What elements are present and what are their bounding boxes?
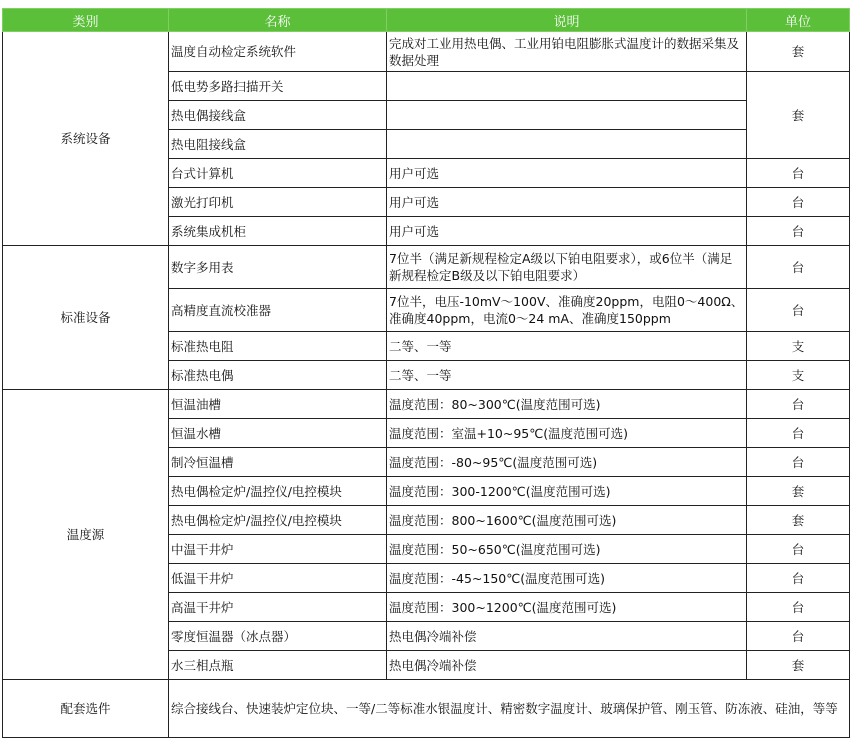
item-description: 用户可选	[387, 159, 747, 188]
item-name: 系统集成机柜	[169, 217, 387, 246]
header-category: 类别	[3, 9, 169, 32]
item-name: 制冷恒温槽	[169, 448, 387, 477]
item-description: 热电偶冷端补偿	[387, 651, 747, 680]
item-unit: 套	[747, 477, 850, 506]
item-description	[387, 72, 747, 101]
item-unit: 台	[747, 593, 850, 622]
item-name: 台式计算机	[169, 159, 387, 188]
item-unit: 台	[747, 246, 850, 289]
item-name: 恒温油槽	[169, 390, 387, 419]
header-name: 名称	[169, 9, 387, 32]
item-unit: 支	[747, 332, 850, 361]
item-name: 低温干井炉	[169, 564, 387, 593]
equipment-spec-table	[2, 8, 850, 738]
item-name: 零度恒温器（冰点器）	[169, 622, 387, 651]
table-row	[3, 246, 850, 289]
item-unit: 台	[747, 289, 850, 332]
category-accessories: 配套选件	[3, 680, 169, 738]
item-description: 用户可选	[387, 217, 747, 246]
item-description: 温度范围：-80~95℃(温度范围可选)	[387, 448, 747, 477]
item-description: 完成对工业用热电偶、工业用铂电阻膨胀式温度计的数据采集及数据处理	[387, 32, 747, 72]
category-standard: 标准设备	[3, 246, 169, 390]
item-name: 水三相点瓶	[169, 651, 387, 680]
table-header-row	[3, 9, 850, 32]
item-name: 热电偶检定炉/温控仪/电控模块	[169, 477, 387, 506]
item-name: 热电偶接线盒	[169, 101, 387, 130]
item-unit: 套	[747, 506, 850, 535]
item-name: 数字多用表	[169, 246, 387, 289]
item-name: 恒温水槽	[169, 419, 387, 448]
item-name: 热电偶检定炉/温控仪/电控模块	[169, 506, 387, 535]
item-description: 用户可选	[387, 188, 747, 217]
item-description: 温度范围：80~300℃(温度范围可选)	[387, 390, 747, 419]
item-description: 二等、一等	[387, 361, 747, 390]
item-unit: 台	[747, 419, 850, 448]
header-description: 说明	[387, 9, 747, 32]
item-description: 7位半（满足新规程检定A级以下铂电阻要求），或6位半（满足新规程检定B级及以下铂电阻要求）	[387, 246, 747, 289]
item-unit: 台	[747, 159, 850, 188]
item-description: 二等、一等	[387, 332, 747, 361]
table-row	[3, 680, 850, 738]
item-description	[387, 101, 747, 130]
item-name: 高温干井炉	[169, 593, 387, 622]
item-unit: 台	[747, 535, 850, 564]
item-description: 温度范围：300~1200℃(温度范围可选)	[387, 593, 747, 622]
item-description: 温度范围：室温+10~95℃(温度范围可选)	[387, 419, 747, 448]
item-unit: 套	[747, 32, 850, 72]
item-unit: 套	[747, 651, 850, 680]
item-unit: 台	[747, 448, 850, 477]
item-name: 温度自动检定系统软件	[169, 32, 387, 72]
item-unit: 台	[747, 188, 850, 217]
category-system: 系统设备	[3, 32, 169, 246]
item-name: 激光打印机	[169, 188, 387, 217]
accessories-description: 综合接线台、快速装炉定位块、一等/二等标准水银温度计、精密数字温度计、玻璃保护管、刚玉管、防冻液、硅油，等等	[169, 680, 850, 738]
item-description: 7位半，电压-10mV～100V、准确度20ppm，电阻0～400Ω、准确度40ppm，电流0～24 mA、准确度150ppm	[387, 289, 747, 332]
item-description: 温度范围：800~1600℃(温度范围可选)	[387, 506, 747, 535]
item-name: 热电阻接线盒	[169, 130, 387, 159]
item-unit: 台	[747, 390, 850, 419]
category-temperature-source: 温度源	[3, 390, 169, 680]
item-description: 温度范围：-45~150℃(温度范围可选)	[387, 564, 747, 593]
item-description: 热电偶冷端补偿	[387, 622, 747, 651]
item-description: 温度范围：50~650℃(温度范围可选)	[387, 535, 747, 564]
item-description: 温度范围：300-1200℃(温度范围可选)	[387, 477, 747, 506]
item-name: 标准热电阻	[169, 332, 387, 361]
item-name: 中温干井炉	[169, 535, 387, 564]
item-unit: 台	[747, 564, 850, 593]
header-unit: 单位	[747, 9, 850, 32]
item-name: 低电势多路扫描开关	[169, 72, 387, 101]
item-description	[387, 130, 747, 159]
item-unit: 台	[747, 217, 850, 246]
item-unit: 台	[747, 622, 850, 651]
table-row	[3, 390, 850, 419]
table-row	[3, 32, 850, 72]
item-name: 高精度直流校准器	[169, 289, 387, 332]
item-unit: 支	[747, 361, 850, 390]
item-unit: 套	[747, 72, 850, 159]
item-name: 标准热电偶	[169, 361, 387, 390]
